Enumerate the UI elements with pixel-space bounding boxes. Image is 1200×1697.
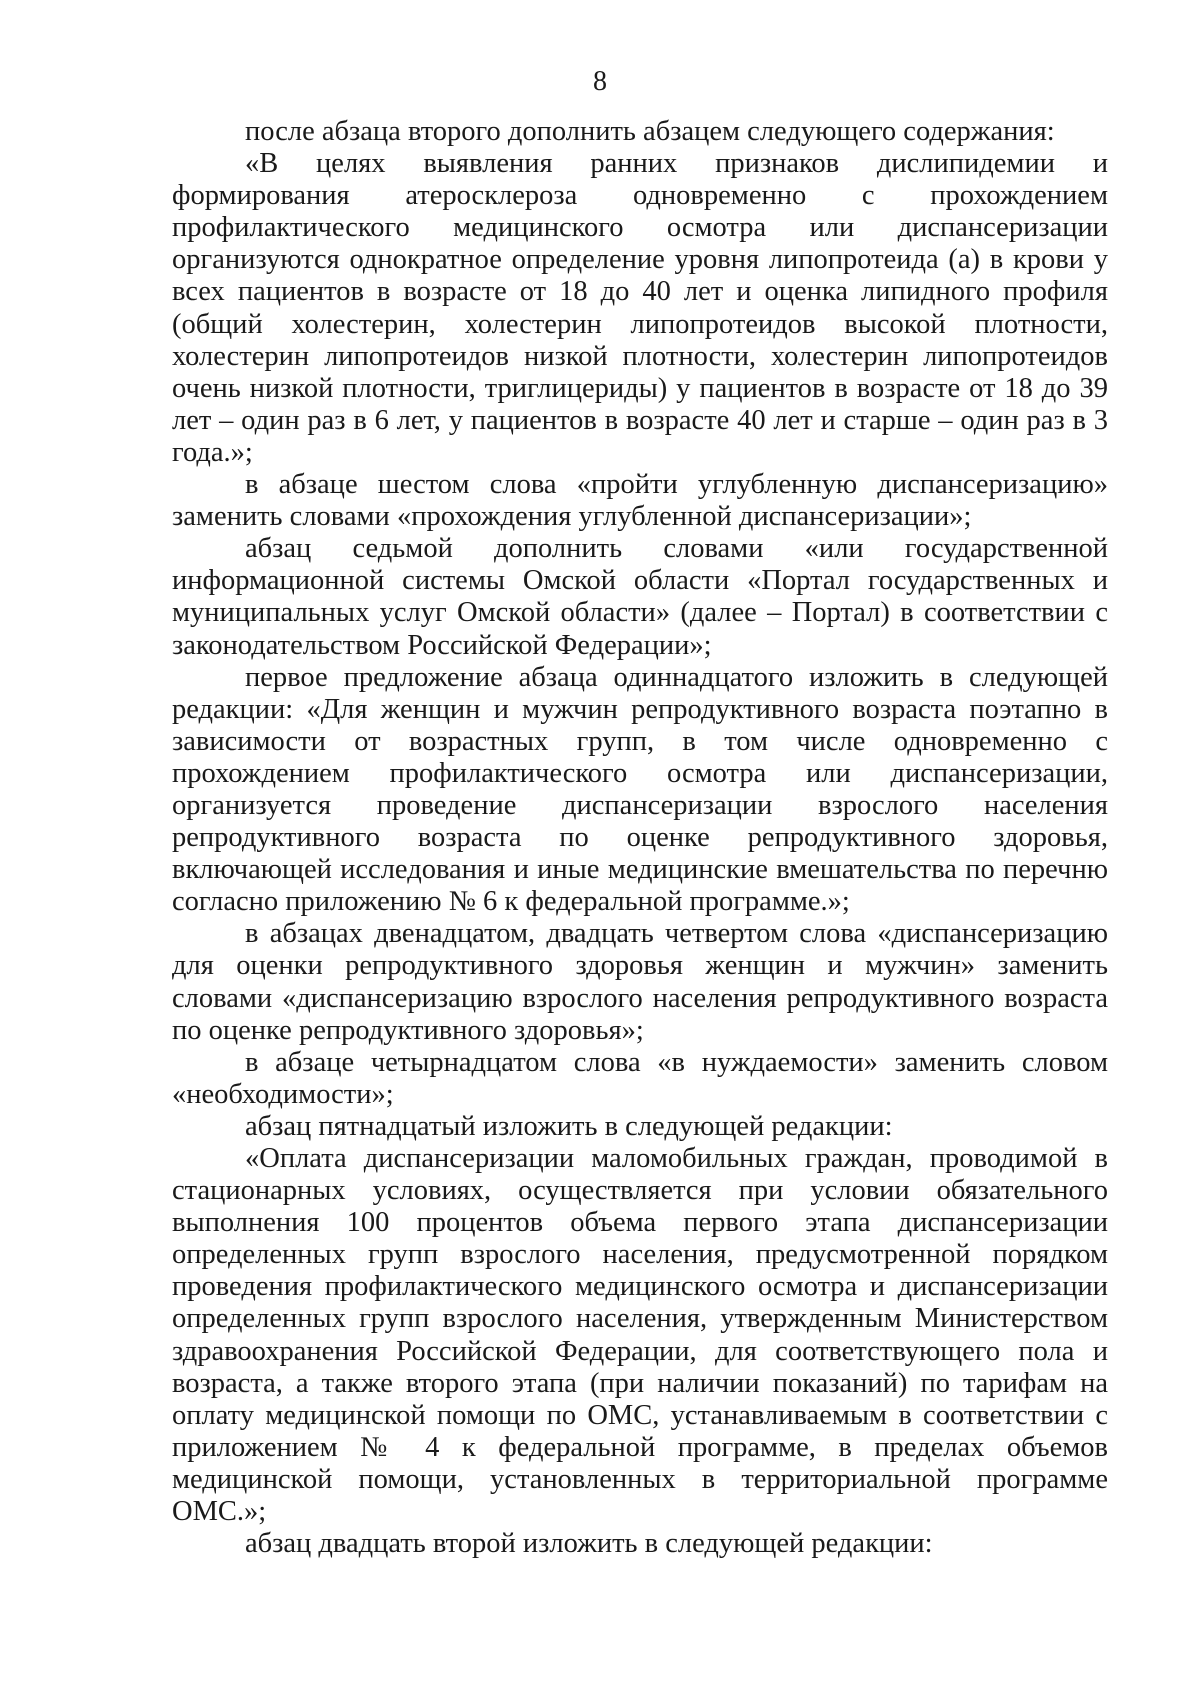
paragraph: «Оплата диспансеризации маломобильных граждан, проводимой в стационарных условиях, осуществляется при условии обязательного выполнения 100 процентов объема первого этапа диспансеризации определенных групп взрослого населения, предусмотренной порядком проведения профилактического медицинского осмотра и диспансеризации определенных групп взрослого населения, утвержденным Министерством здравоохранения Российской Федерации, для соответствующего пола и возраста, а также второго этапа (при наличии показаний) по тарифам на оплату медицинской помощи по ОМС, устанавливаемым в соответствии с приложением № 4 к федеральной программе, в пределах объемов медицинской помощи, установленных в территориальной программе ОМС.»; — [172, 1143, 1108, 1528]
page-number: 8 — [593, 66, 607, 97]
paragraph: первое предложение абзаца одиннадцатого изложить в следующей редакции: «Для женщин и мужчин репродуктивного возраста поэтапно в зависимости от возрастных групп, в том числе одновременно с прохождением профилактического осмотра или диспансеризации, организуется проведение диспансеризации взрослого населения репродуктивного возраста по оценке репродуктивного здоровья, включающей исследования и иные медицинские вмешательства по перечню согласно приложению № 6 к федеральной программе.»; — [172, 661, 1108, 918]
paragraph: абзац седьмой дополнить словами «или государственной информационной системы Омской области «Портал государственных и муниципальных услуг Омской области» (далее – Портал) в соответствии с законодательством Российской Федерации»; — [172, 533, 1108, 661]
paragraph: абзац пятнадцатый изложить в следующей редакции: — [245, 1110, 893, 1142]
paragraph: «В целях выявления ранних признаков дислипидемии и формирования атеросклероза одновременно с прохождением профилактического медицинского осмотра или диспансеризации организуются однократное определение уровня липопротеида (а) в крови у всех пациентов в возрасте от 18 до 40 лет и оценка липидного профиля (общий холестерин, холестерин липопротеидов высокой плотности, холестерин липопротеидов низкой плотности, холестерин липопротеидов очень низкой плотности, триглицериды) у пациентов в возрасте от 18 до 39 лет – один раз в 6 лет, у пациентов в возрасте 40 лет и старше – один раз в 3 года.»; — [172, 148, 1108, 468]
paragraph: после абзаца второго дополнить абзацем следующего содержания: — [245, 116, 1055, 147]
paragraph: в абзаце четырнадцатом слова «в нуждаемости» заменить словом «необходимости»; — [172, 1046, 1108, 1110]
paragraph: в абзаце шестом слова «пройти углубленную диспансеризацию» заменить словами «прохождения углубленной диспансеризации»; — [172, 469, 1108, 533]
paragraph: абзац двадцать второй изложить в следующей редакции: — [245, 1528, 933, 1560]
paragraph: в абзацах двенадцатом, двадцать четвертом слова «диспансеризацию для оценки репродуктивного здоровья женщин и мужчин» заменить словами «диспансеризацию взрослого населения репродуктивного возраста по оценке репродуктивного здоровья»; — [172, 918, 1108, 1046]
document-body — [172, 116, 1108, 1560]
